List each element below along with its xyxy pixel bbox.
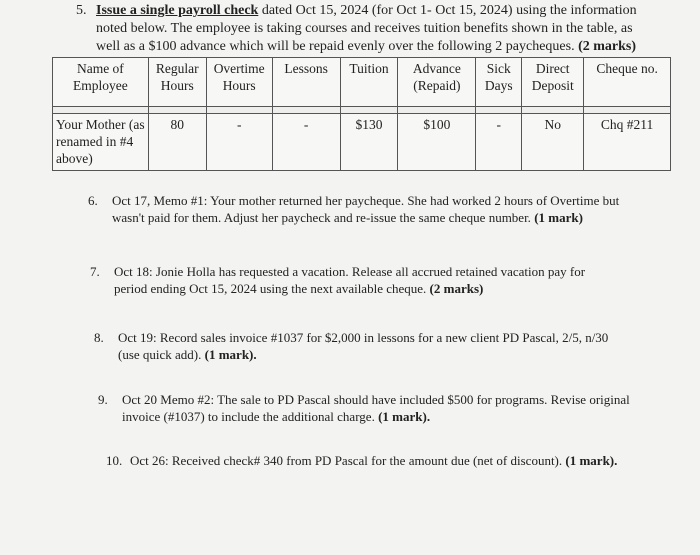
question-marks: (1 mark).	[204, 347, 257, 362]
question-number: 5.	[76, 3, 87, 18]
table-cell: Your Mother (as renamed in #4 above)	[53, 114, 149, 171]
table-cell: -	[272, 114, 340, 171]
question-marks: (1 mark)	[534, 210, 583, 225]
question-6	[88, 192, 619, 226]
column-header: Regular Hours	[148, 58, 206, 107]
column-header: Sick Days	[476, 58, 522, 107]
question-5	[76, 2, 676, 56]
column-header: Cheque no.	[584, 58, 671, 107]
question-text: (use quick add).	[118, 347, 202, 362]
question-7	[90, 263, 585, 297]
question-9	[98, 391, 630, 425]
question-8	[94, 329, 608, 363]
question-number: 9.	[98, 392, 108, 407]
table-cell: Chq #211	[584, 114, 671, 171]
question-number: 6.	[88, 193, 98, 208]
question-marks: (1 mark).	[565, 453, 618, 468]
question-5-lead: Issue a single payroll check	[96, 3, 259, 18]
table-cell: 80	[148, 114, 206, 171]
question-5-line-3	[76, 38, 676, 56]
question-5-line-1	[76, 2, 676, 20]
table-cell: No	[522, 114, 584, 171]
question-text: Oct 26: Received check# 340 from PD Pascal for the amount due (net of discount).	[130, 453, 563, 468]
question-text: Oct 19: Record sales invoice #1037 for $2,000 in lessons for a new client PD Pascal, 2/5, n/30	[118, 330, 609, 345]
question-marks: (1 mark).	[378, 409, 431, 424]
question-5-text: dated Oct 15, 2024 (for Oct 1- Oct 15, 2024) using the information	[258, 3, 637, 18]
column-header: Tuition	[340, 58, 398, 107]
question-text: wasn't paid for them. Adjust her paycheck and re-issue the same cheque number.	[112, 210, 531, 225]
table-header-row	[53, 58, 671, 107]
question-text: invoice (#1037) to include the additional charge.	[122, 409, 375, 424]
question-text: Oct 20 Memo #2: The sale to PD Pascal should have included $500 for programs. Revise original	[122, 392, 630, 407]
question-5-line-2: noted below. The employee is taking courses and receives tuition benefits shown in the table, as	[96, 21, 633, 36]
table-cell: $130	[340, 114, 398, 171]
question-number: 8.	[94, 330, 104, 345]
question-5-text: well as a $100 advance which will be repaid evenly over the following 2 paycheques.	[96, 39, 575, 54]
column-header: Overtime Hours	[206, 58, 272, 107]
question-number: 10.	[106, 453, 123, 468]
question-marks: (2 marks)	[429, 281, 484, 296]
table-cell: $100	[398, 114, 476, 171]
table-cell: -	[206, 114, 272, 171]
question-5-marks: (2 marks)	[578, 39, 637, 54]
table-cell: -	[476, 114, 522, 171]
question-text: Oct 17, Memo #1: Your mother returned her paycheque. She had worked 2 hours of Overtime but	[112, 193, 620, 208]
table-spacer-row	[53, 107, 671, 114]
question-10	[106, 452, 617, 469]
table-row	[53, 114, 671, 171]
question-number: 7.	[90, 264, 100, 279]
column-header: Lessons	[272, 58, 340, 107]
payroll-table	[52, 57, 671, 171]
column-header: Name of Employee	[53, 58, 149, 107]
column-header: Advance (Repaid)	[398, 58, 476, 107]
column-header: Direct Deposit	[522, 58, 584, 107]
question-text: period ending Oct 15, 2024 using the next available cheque.	[114, 281, 427, 296]
question-text: Oct 18: Jonie Holla has requested a vacation. Release all accrued retained vacation pay for	[114, 264, 586, 279]
